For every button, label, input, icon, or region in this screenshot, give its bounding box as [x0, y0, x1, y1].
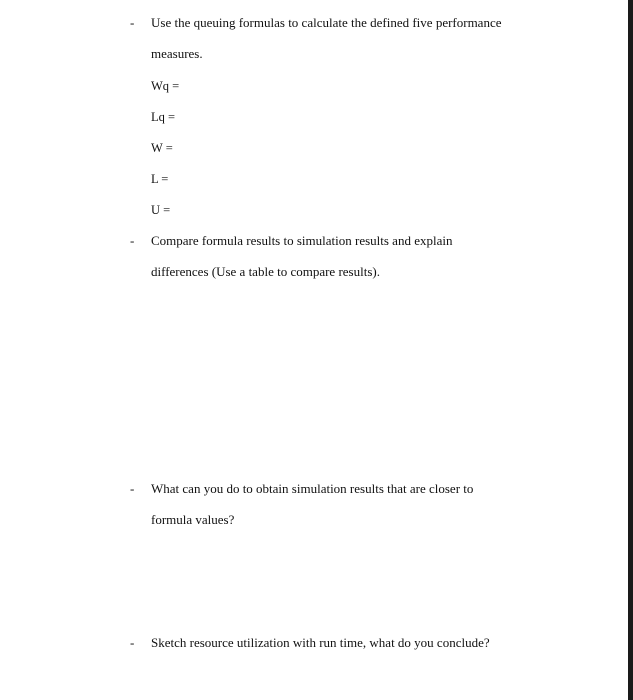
- bullet-3-line-1: What can you do to obtain simulation results that are closer to: [151, 481, 474, 496]
- bullet-1-line-2: measures.: [151, 46, 203, 61]
- bullet-2-line-1: Compare formula results to simulation results and explain: [151, 233, 453, 248]
- bullet-4-line-1: Sketch resource utilization with run time, what do you conclude?: [151, 635, 490, 650]
- bullet-dash: -: [130, 481, 135, 496]
- formula-lq: Lq =: [151, 110, 176, 124]
- bullet-2-line-2: differences (Use a table to compare results).: [151, 264, 380, 279]
- bullet-1-line-1: Use the queuing formulas to calculate the defined five performance: [151, 15, 502, 30]
- bullet-dash: -: [130, 635, 135, 650]
- formula-wq: Wq =: [151, 79, 180, 93]
- formula-u: U =: [151, 203, 171, 217]
- bullet-3-line-2: formula values?: [151, 512, 235, 527]
- bullet-dash: -: [130, 233, 135, 248]
- bullet-dash: -: [130, 15, 135, 30]
- formula-l: L =: [151, 172, 169, 186]
- formula-w: W =: [151, 141, 173, 155]
- page-edge-border: [628, 0, 633, 700]
